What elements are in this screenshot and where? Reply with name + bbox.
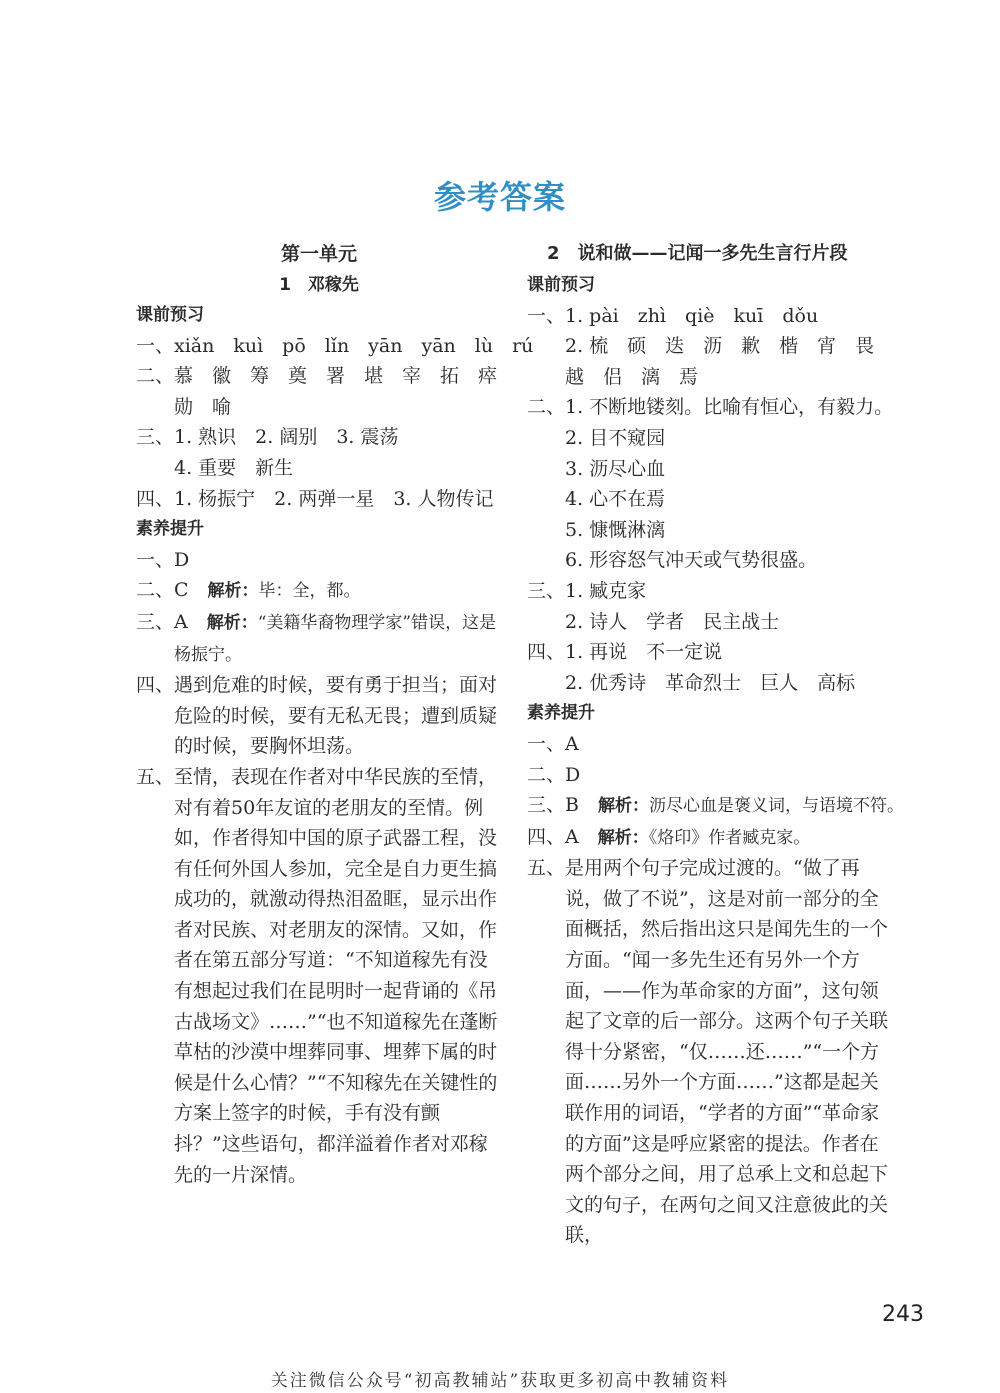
answer-line: 2. 优秀诗 革命烈士 巨人 高标 (565, 671, 856, 694)
answer-line: 3. 沥尽心血 (565, 457, 666, 480)
analysis-label: 解析： (597, 827, 649, 848)
answer-line: 二、C 解析：毕：全，都。 (136, 579, 361, 602)
left-column (136, 238, 534, 1190)
answer-line: 三、1. 熟识 2. 阔别 3. 震荡 (136, 426, 399, 449)
analysis-label: 解析： (597, 796, 649, 817)
answer-line: 2. 目不窥园 (565, 426, 666, 449)
answer-line: 一、D (136, 548, 190, 571)
answer-line: 四、1. 再说 不一定说 (527, 641, 723, 664)
analysis-label: 解析： (207, 581, 259, 602)
answer-line: 4. 重要 新生 (174, 456, 294, 479)
lesson-heading: 1 邓稼先 (279, 275, 359, 295)
answer-line: 三、1. 臧克家 (527, 579, 647, 602)
answer-line: 二、1. 不断地镂刻。比喻有恒心，有毅力。 (527, 396, 894, 419)
footer-note: 关注微信公众号“初高教辅站”获取更多初高中教辅资料 (270, 1371, 730, 1391)
unit-heading: 第一单元 (280, 243, 357, 265)
answer-line: 四、1. 杨振宁 2. 两弹一星 3. 人物传记 (136, 487, 494, 510)
section-preview: 课前预习 (136, 305, 204, 325)
answer-paragraph: 五、至情，表现在作者对中华民族的至情，对有着50年友谊的老朋友的至情。例如，作者得知中国的原子武器工程，没有任何外国人参加，完全是自力更生搞成功的，就激动得热泪盈眶，显示出作者对民族、对老朋友的深情。又如，作者在第五部分写道：“不知道稼先有没有想起过我们在昆明时一起背诵的《吊古战场文》……”“也不知道稼先在蓬断草枯的沙漠中埋葬同事、埋葬下属的时候是什么心情？”“不知稼先在关键性的方案上签字的时候，手有没有颤抖？”这些语句，都洋溢着作者对邓稼先的一片深情。 (136, 765, 498, 1186)
answer-line: 三、B 解析：沥尽心血是褒义词，与语境不符。 (527, 794, 904, 817)
answer-line: 2. 诗人 学者 民主战士 (565, 610, 780, 633)
analysis-label: 解析： (206, 612, 258, 633)
answer-line: 一、1. pài zhì qiè kuī dǒu (527, 304, 819, 327)
answer-paragraph: 四、遇到危难的时候，要有勇于担当；面对危险的时候，要有无私无畏；遭到质疑的时候，要胸怀坦荡。 (136, 674, 498, 758)
answer-line: 四、A 解析：《烙印》作者臧克家。 (527, 825, 811, 848)
answer-line: 二、慕 徽 筹 奠 署 堪 宰 拓 瘁 (136, 365, 498, 388)
page-number: 243 (882, 1302, 924, 1327)
answer-line: 勋 喻 (174, 395, 232, 418)
answer-line: 2. 梳 硕 迭 沥 歉 楷 宵 畏 (565, 335, 875, 358)
section-improve: 素养提升 (527, 703, 595, 724)
answer-line: 4. 心不在焉 (565, 488, 666, 511)
page-title: 参考答案 (433, 178, 566, 216)
answer-paragraph: 五、是用两个句子完成过渡的。“做了再说，做了不说”，这是对前一部分的全面概括，然后指出这只是闻先生的一个方面。“闻一多先生还有另外一个方面，——作为革命家的方面”，这句领起了文章的后一部分。这两个句子关联得十分紧密，“仅……还……”“一个方面……另外一个方面……”这都是起关联作用的词语，“学者的方面”“革命家的方面”这是呼应紧密的提法。作者在两个部分之间，用了总承上文和总起下文的句子，在两句之间又注意彼此的关联， (527, 857, 889, 1247)
section-improve: 素养提升 (136, 519, 204, 540)
answer-line: 5. 慷慨淋漓 (565, 518, 666, 541)
answer-line: 二、D (527, 763, 581, 786)
lesson-heading: 2 说和做——记闻一多先生言行片段 (547, 243, 848, 264)
answer-line: 6. 形容怒气冲天或气势很盛。 (565, 549, 818, 572)
answer-line: 越 侣 漓 焉 (565, 365, 699, 388)
answer-line: 三、A 解析：“美籍华裔物理学家”错误，这是杨振宁。 (136, 610, 497, 665)
answer-line: 一、A (527, 732, 579, 755)
right-column (527, 238, 904, 1251)
section-preview: 课前预习 (527, 275, 595, 295)
answer-line: 一、xiǎn kuì pō lǐn yān yān lù rú (136, 334, 534, 357)
